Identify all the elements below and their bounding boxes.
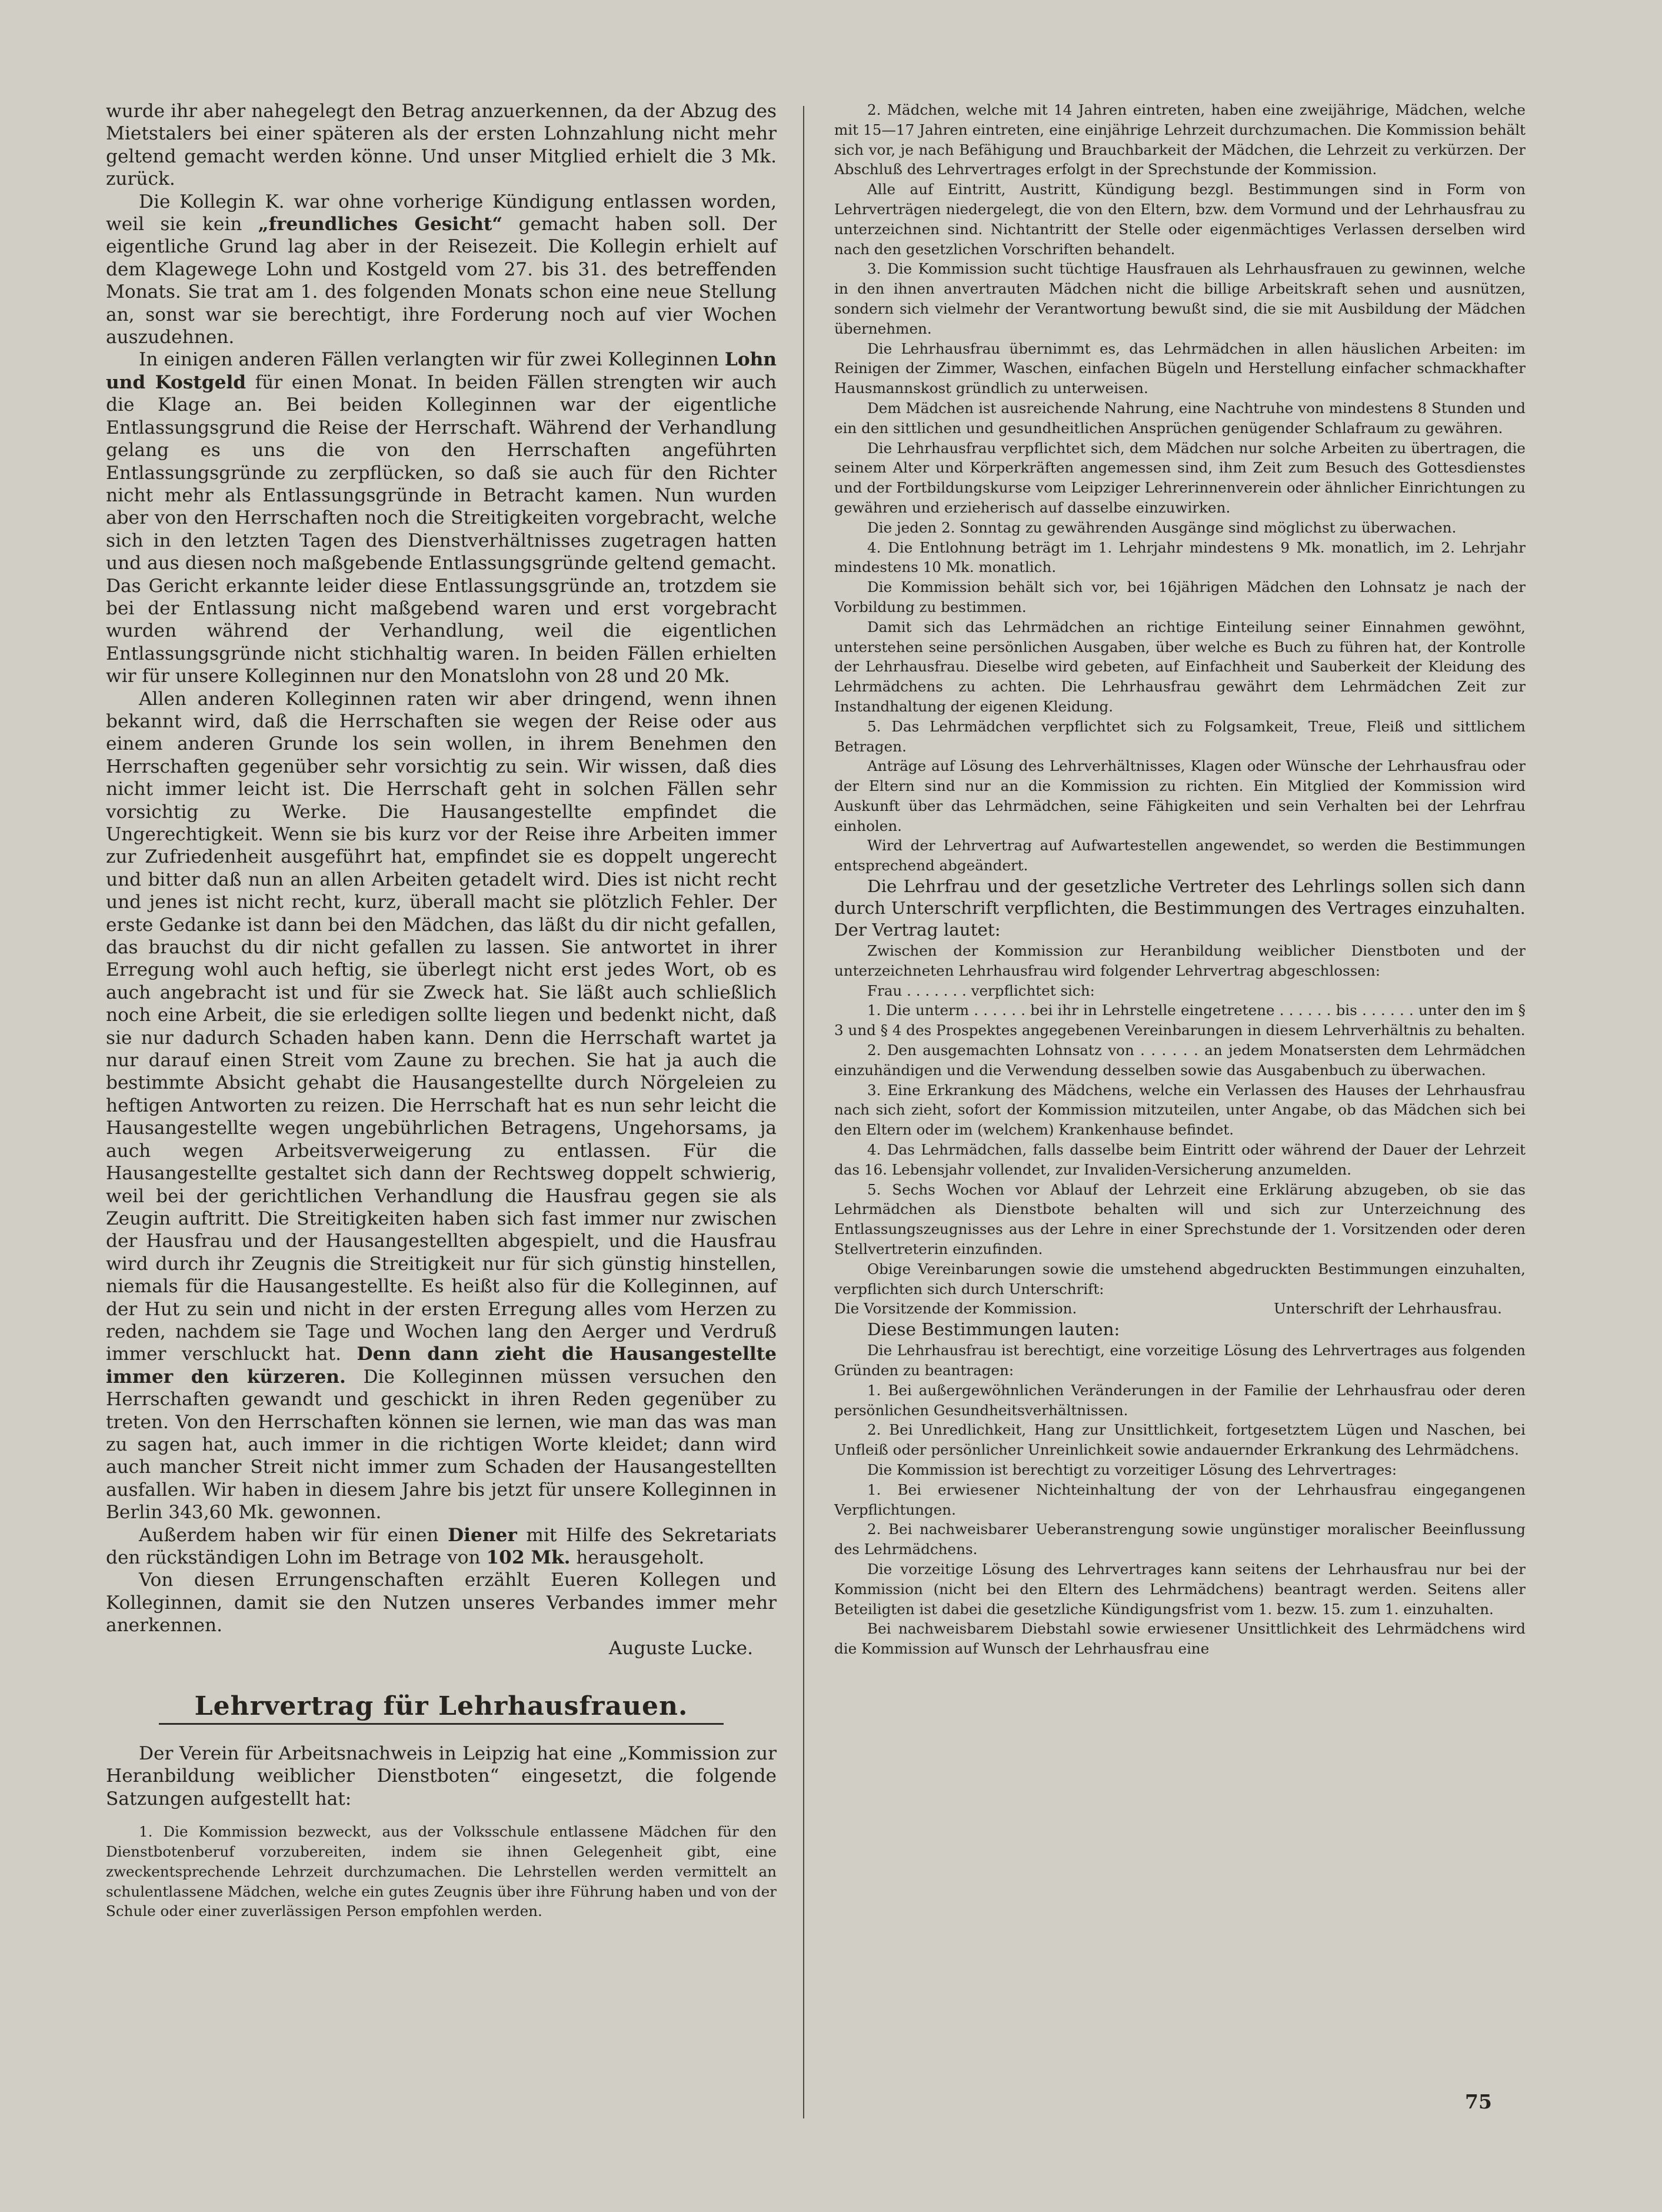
rule-paragraph: Die Lehrhausfrau ist berechtigt, eine vorzeitige Lösung des Lehrvertrages aus folgenden Gründen zu beantragen:	[834, 1342, 1526, 1379]
subheading: Diese Bestimmungen lauten:	[867, 1319, 1120, 1340]
emphasis-text: „freundliches Gesicht“	[258, 214, 503, 235]
rule-clause: 1. Bei außergewöhnlichen Veränderungen in der Familie der Lehrhausfrau oder deren persönlichen Gesundheitsverhältnissen.	[834, 1381, 1526, 1419]
statute-paragraph: Alle auf Eintritt, Austritt, Kündigung bezgl. Bestimmungen sind in Form von Lehrverträgen niedergelegt, die von den Eltern, bzw. dem Vormund und der Lehrhausfrau zu unterzeichnen sind. Nichtantritt der Stelle oder eigenmächtiges Verlassen derselben wird nach den gesetzlichen Vorschriften behandelt.	[834, 181, 1526, 258]
paragraph: Der Verein für Arbeitsnachweis in Leipzig hat eine „Kommission zur Heranbildung weiblicher Dienstboten“ eingesetzt, die folgende Satzungen aufgestellt hat:	[106, 1743, 777, 1809]
text-run: Die Kollegin K. war ohne vorherige Kündigung entlassen worden, weil sie kein	[106, 191, 777, 235]
paragraph: Von diesen Errungenschaften erzählt Eueren Kollegen und Kolleginnen, damit sie den Nutzen unseres Verbandes immer mehr anerkennen.	[106, 1569, 777, 1636]
text-run: Außerdem haben wir für einen	[139, 1524, 439, 1546]
text-run: herausgeholt.	[576, 1547, 705, 1568]
contract-intro: Die Lehrfrau und der gesetzliche Vertreter des Lehrlings sollen sich dann durch Unterschrift verpflichten, die Bestimmungen des Vertrages einzuhalten. Der Vertrag lautet:	[834, 876, 1526, 940]
statute-paragraph: 4. Die Entlohnung beträgt im 1. Lehrjahr mindestens 9 Mk. monatlich, im 2. Lehrjahr mindestens 10 Mk. monatlich.	[834, 538, 1526, 576]
contract-clause: 5. Sechs Wochen vor Ablauf der Lehrzeit eine Erklärung abzugeben, ob sie das Lehrmädchen als Dienstbote behalten will und sich zur Unterzeichnung des Entlassungszeugnisses aus der Lehre in einer Sprechstunde der 1. Vorsitzenden oder deren Stellvertreterin einzufinden.	[834, 1180, 1526, 1258]
contract-clause: 4. Das Lehrmädchen, falls dasselbe beim Eintritt oder während der Dauer der Lehrzeit das 16. Lebensjahr vollendet, zur Invaliden-Versicherung anzumelden.	[834, 1141, 1526, 1178]
statute-paragraph: Die Lehrhausfrau übernimmt es, das Lehrmädchen in allen häuslichen Arbeiten: im Reinigen der Zimmer, Waschen, einfachen Bügeln und Herstellung einfacher schmackhafter Hausmannskost gründlich zu unterweisen.	[834, 340, 1526, 397]
article-heading: Lehrvertrag für Lehrhausfrauen.	[106, 1690, 777, 1725]
statute-paragraph: Die Lehrhausfrau verpflichtet sich, dem Mädchen nur solche Arbeiten zu übertragen, die seinem Alter und Körperkräften angemessen sind, ihm Zeit zum Besuch des Gottesdienstes und der Fortbildungskurse vom Leipziger Lehrerinnenverein oder ähnlicher Einrichtungen zu gewähren und erzieherisch auf dasselbe einzuwirken.	[834, 439, 1526, 516]
rule-paragraph: Bei nachweisbarem Diebstahl sowie erwiesener Unsittlichkeit des Lehrmädchens wird die Kommission auf Wunsch der Lehrhausfrau eine	[834, 1620, 1526, 1658]
rule-paragraph: Die vorzeitige Lösung des Lehrvertrages kann seitens der Lehrhausfrau nur bei der Kommission (nicht bei den Eltern des Lehrmädchens) beantragt werden. Seitens aller Beteiligten ist dabei die gesetzliche Kündigungsfrist vom 1. bezw. 15. zum 1. einzuhalten.	[834, 1560, 1526, 1618]
statute-paragraph: Dem Mädchen ist ausreichende Nahrung, eine Nachtruhe von mindestens 8 Stunden und ein den sittlichen und gesundheitlichen Ansprüchen genügender Schlafraum zu gewähren.	[834, 399, 1526, 437]
statute-paragraph: Die Kommission behält sich vor, bei 16jährigen Mädchen den Lohnsatz je nach der Vorbildung zu bestimmen.	[834, 578, 1526, 616]
signature-commission: Die Vorsitzende der Kommission.	[834, 1300, 1077, 1318]
rule-clause: 1. Bei erwiesener Nichteinhaltung der von der Lehrhausfrau eingegangenen Verpflichtungen.	[834, 1481, 1526, 1518]
contract-clause: 3. Eine Erkrankung des Mädchens, welche ein Verlassen des Hauses der Lehrhausfrau nach sich zieht, sofort der Kommission mitzuteilen, unter Angabe, ob das Mädchen sich bei den Eltern oder im (welchem) Krankenhause befindet.	[834, 1081, 1526, 1139]
statute-paragraph: Damit sich das Lehrmädchen an richtige Einteilung seiner Einnahmen gewöhnt, unterstehen seine persönlichen Ausgaben, über welche es Buch zu führen hat, der Kontrolle der Lehrhausfrau. Dieselbe wird gebeten, auf Einfachheit und Sauberkeit der Kleidung des Lehrmädchens zu achten. Die Lehrhausfrau gewährt dem Lehrmädchen Zeit zur Instandhaltung der eigenen Kleidung.	[834, 618, 1526, 715]
paragraph	[106, 1524, 777, 1569]
emphasis-text: Denn dann zieht die Hausangestellte immer den kürzeren.	[106, 1343, 777, 1388]
heading-underline	[159, 1723, 724, 1725]
rule-paragraph: Die Kommission ist berechtigt zu vorzeitiger Lösung des Lehrvertrages:	[867, 1461, 1397, 1478]
text-run: mit Hilfe des Sekretariats den rückständigen Lohn im Betrage von	[106, 1524, 777, 1568]
contract-paragraph: Zwischen der Kommission zur Heranbildung weiblicher Dienstboten und der unterzeichneten Lehrhausfrau wird folgender Lehrvertrag abgeschlossen:	[834, 942, 1526, 979]
statute-paragraph: 1. Die Kommission bezweckt, aus der Volksschule entlassene Mädchen für den Dienstbotenberuf vorzubereiten, indem sie ihnen Gelegenheit gibt, eine zweckentsprechende Lehrzeit durchzumachen. Die Lehrstellen werden vermittelt an schulentlassene Mädchen, welche ein gutes Zeugnis über ihre Führung haben und von der Schule oder einer zuverlässigen Person empfohlen werden.	[106, 1823, 777, 1920]
statute-paragraph: Anträge auf Lösung des Lehrverhältnisses, Klagen oder Wünsche der Lehrhausfrau oder der Eltern sind nur an die Kommission zu richten. Ein Mitglied der Kommission wird Auskunft über das Lehrmädchen, seine Fähigkeiten und sein Verhalten bei der Lehrfrau einholen.	[834, 757, 1526, 834]
text-run: für einen Monat. In beiden Fällen strengten wir auch die Klage an. Bei beiden Kolleginnen war der eigentliche Entlassungsgrund die Reise der Herrschaft. Während der Verhandlung gelang es uns die von den Herrschaften angeführten Entlassungsgründe zu zerpflücken, so daß sie auch für den Richter nicht mehr als Entlassungsgründe in Betracht kamen. Nun wurden aber von den Herrschaften noch die Streitigkeiten vorgebracht, welche sich in den letzten Tagen des Dienstverhältnisses zugetragen hatten und aus diesen noch maßgebende Entlassungsgründe geltend gemacht. Das Gericht erkannte leider diese Entlassungsgründe an, trotzdem sie bei der Entlassung nicht maßgebend waren und erst vorgebracht wurden während der Verhandlung, weil die eigentlichen Entlassungsgründe nicht stichhaltig waren. In beiden Fällen erhielten wir für unsere Kolleginnen nur den Monatslohn von 28 und 20 Mk.	[106, 371, 777, 687]
spacer	[106, 1810, 777, 1822]
statute-paragraph: 5. Das Lehrmädchen verpflichtet sich zu Folgsamkeit, Treue, Fleiß und sittlichem Betragen.	[834, 717, 1526, 755]
statute-paragraph: Die jeden 2. Sonntag zu gewährenden Ausgänge sind möglichst zu überwachen.	[867, 518, 1457, 536]
author-signature: Auguste Lucke.	[608, 1637, 753, 1659]
paragraph	[106, 348, 777, 687]
text-run: Die Kolleginnen müssen versuchen den Herrschaften gewandt und geschickt in ihren Reden gegenüber zu treten. Von den Herrschaften können sie lernen, wie man das was man zu sagen hat, auch immer in die richtigen Worte kleidet; dann wird auch mancher Streit nicht immer zum Schaden der Hausangestellten ausfallen. Wir haben in diesem Jahre bis jetzt für unsere Kolleginnen in Berlin 343,60 Mk. gewonnen.	[106, 1366, 777, 1524]
text-run: Allen anderen Kolleginnen raten wir aber dringend, wenn ihnen bekannt wird, daß die Herrschaften sie wegen der Reise oder aus einem anderen Grunde los sein wollen, in ihrem Benehmen den Herrschaften gegenüber sehr vorsichtig zu sein. Wir wissen, daß dies nicht immer leicht ist. Die Herrschaft geht in solchen Fällen sehr vorsichtig zu Werke. Die Hausangestellte empfindet die Ungerechtigkeit. Wenn sie bis kurz vor der Reise ihre Arbeiten immer zur Zufriedenheit ausgeführt hat, empfindet sie es doppelt ungerecht und bitter daß nun an allen Arbeiten getadelt wird. Dies ist nicht recht und jenes ist nicht recht, kurz, überall macht sie plötzlich Fehler. Der erste Gedanke ist dann bei den Mädchen, das läßt du dir nicht gefallen, das brauchst du dir nicht gefallen zu lassen. Sie antwortet in ihrer Erregung wohl auch heftig, sie überlegt nicht erst jedes Wort, ob es auch angebracht ist und für sie Zweck hat. Sie läßt auch schließlich noch eine Arbeit, die sie erledigen sollte liegen und bedenkt nicht, daß sie nur dadurch Schaden haben kann. Denn die Herrschaft wartet ja nur darauf einen Streit vom Zaune zu brechen. Sie hat ja auch die bestimmte Absicht gehabt die Hausangestellte durch Nörgeleien zu heftigen Antworten zu reizen. Die Herrschaft hat es nun sehr leicht die Hausangestellte wegen ungebührlichen Betragens, Ungehorsams, ja auch wegen Arbeitsverweigerung zu entlassen. Für die Hausangestellte gestaltet sich dann der Rechtsweg doppelt schwierig, weil bei der gerichtlichen Verhandlung die Hausfrau gegen sie als Zeugin auftritt. Die Streitigkeiten haben sich fast immer nur zwischen der Hausfrau und der Hausangestellten abgespielt, und die Hausfrau wird durch ihr Zeugnis die Streitigkeit nur für sich günstig hinstellen, niemals für die Hausangestellte. Es heißt also für die Kolleginnen, auf der Hut zu sein und nicht in der ersten Erregung alles vom Herzen zu reden, nachdem sie Tage und Wochen lang den Aerger und Verdruß immer verschluckt hat.	[106, 688, 777, 1365]
left-column	[106, 100, 777, 1921]
rule-clause: 2. Bei Unredlichkeit, Hang zur Unsittlichkeit, fortgesetztem Lügen und Naschen, bei Unfleiß oder persönlicher Unreinlichkeit sowie andauernder Erkrankung des Lehrmädchens.	[834, 1421, 1526, 1459]
text-run: In einigen anderen Fällen verlangten wir für zwei Kolleginnen	[139, 349, 719, 371]
page-number: 75	[1465, 2090, 1492, 2113]
signature-line	[834, 1299, 1526, 1319]
emphasis-text: 102 Mk.	[486, 1547, 571, 1568]
emphasis-text: Diener	[448, 1524, 517, 1546]
statute-paragraph: 3. Die Kommission sucht tüchtige Hausfrauen als Lehrhausfrauen zu gewinnen, welche in den ihnen anvertrauten Mädchen nicht die billige Arbeitskraft sehen und ausnützen, sondern sich vielmehr der Verantwortung bewußt sind, die sie mit Ausbildung der Mädchen übernehmen.	[834, 260, 1526, 337]
emphasis-text: Lohn und Kostgeld	[106, 349, 777, 393]
paragraph	[106, 191, 777, 349]
contract-clause: 1. Die unterm . . . . . . bei ihr in Lehrstelle eingetretene . . . . . . bis . . . . . . unter den im § 3 und § 4 des Prospektes angegebenen Vereinbarungen in diesem Lehrverhältnis zu behalten.	[834, 1002, 1526, 1039]
statute-paragraph: Wird der Lehrvertrag auf Aufwartestellen angewendet, so werden die Bestimmungen entsprechend abgeändert.	[834, 837, 1526, 874]
text-run: gemacht haben soll. Der eigentliche Grund lag aber in der Reisezeit. Die Kollegin erhielt auf dem Klagewege Lohn und Kostgeld vom 27. bis 31. des betreffenden Monats. Sie trat am 1. des folgenden Monats schon eine neue Stellung an, sonst war sie berechtigt, ihre Forderung noch auf vier Wochen auszudehnen.	[106, 214, 777, 348]
paragraph	[106, 688, 777, 1524]
right-column	[834, 100, 1526, 1659]
rule-clause: 2. Bei nachweisbarer Ueberanstrengung sowie ungünstiger moralischer Beeinflussung des Lehrmädchens.	[834, 1521, 1526, 1558]
paragraph: wurde ihr aber nahegelegt den Betrag anzuerkennen, da der Abzug des Mietstalers bei einer späteren als der ersten Lohnzahlung nicht mehr geltend gemacht werden könne. Und unser Mitglied erhielt die 3 Mk. zurück.	[106, 101, 777, 190]
contract-clause: 2. Den ausgemachten Lohnsatz von . . . . . . an jedem Monatsersten dem Lehrmädchen einzuhändigen und die Verwendung desselben sowie das Ausgabenbuch zu überwachen.	[834, 1042, 1526, 1079]
contract-paragraph: Frau . . . . . . . verpflichtet sich:	[867, 982, 1095, 999]
contract-paragraph: Obige Vereinbarungen sowie die umstehend abgedruckten Bestimmungen einzuhalten, verpflichten sich durch Unterschrift:	[834, 1260, 1526, 1298]
column-divider	[803, 106, 804, 2118]
signature-housewife: Unterschrift der Lehrhausfrau.	[1274, 1300, 1502, 1318]
statute-paragraph: 2. Mädchen, welche mit 14 Jahren eintreten, haben eine zweijährige, Mädchen, welche mit 15—17 Jahren eintreten, eine einjährige Lehrzeit durchzumachen. Die Kommission behält sich vor, je nach Befähigung und Brauchbarkeit der Mädchen, die Lehrzeit zu verkürzen. Der Abschluß des Lehrvertrages erfolgt in der Sprechstunde der Kommission.	[834, 101, 1526, 178]
